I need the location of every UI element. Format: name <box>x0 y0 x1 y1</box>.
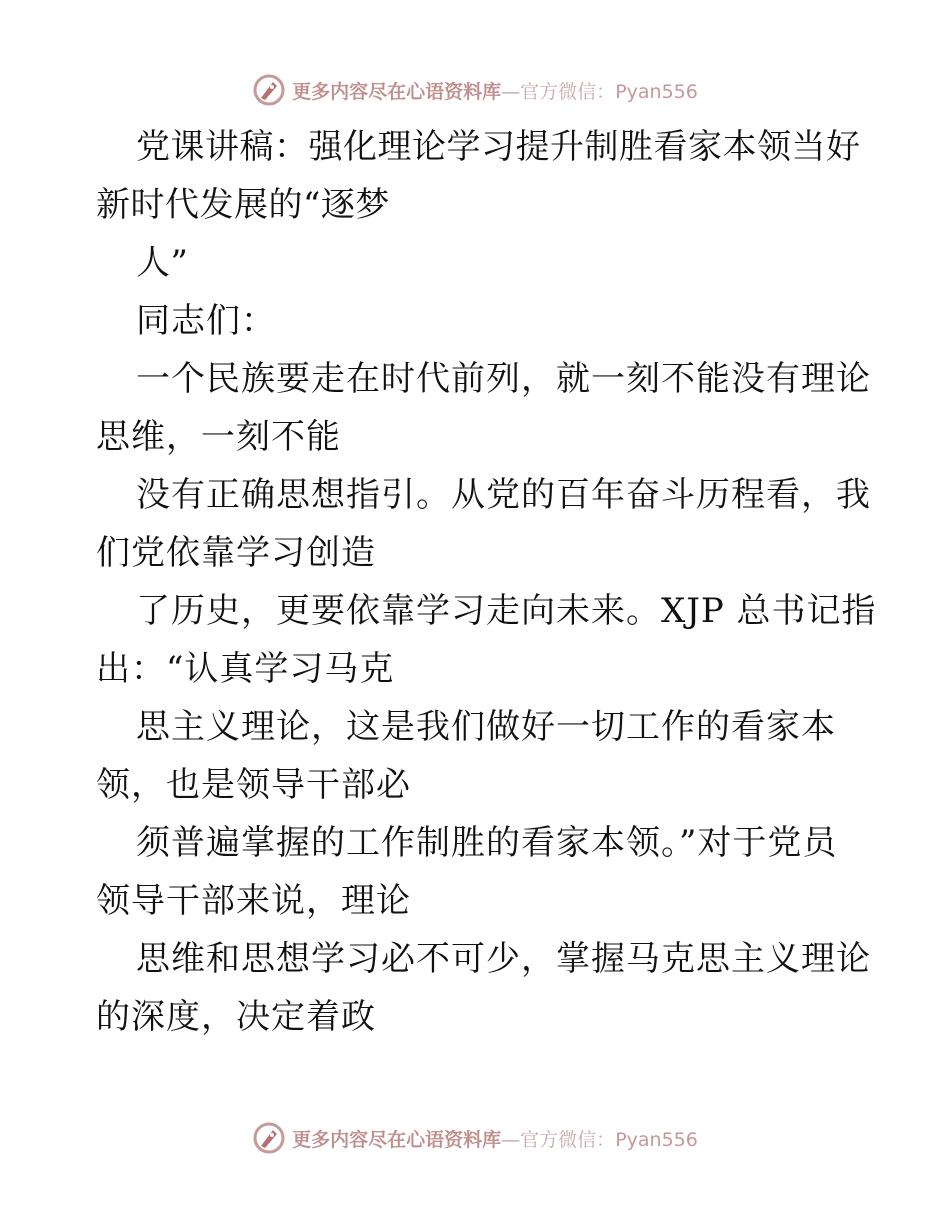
watermark-brand: 更多内容尽在心语资料库 <box>292 1128 502 1151</box>
pen-nib-logo-icon <box>252 1121 286 1155</box>
paragraph-line: 同志们： <box>136 301 276 341</box>
paragraph-line: 出：“认真学习马克 <box>96 649 395 689</box>
header-watermark <box>0 70 950 110</box>
watermark-text <box>292 1125 698 1152</box>
paragraph-line: 领导干部来说，理论 <box>96 881 411 921</box>
footer-watermark <box>0 1118 950 1158</box>
paragraph-line: 们党依靠学习创造 <box>96 533 376 573</box>
document-body <box>96 118 877 1046</box>
pen-nib-logo-icon <box>252 73 286 107</box>
watermark-text <box>292 77 698 104</box>
watermark-wechat-id: Pyan556 <box>615 80 698 103</box>
watermark-separator: — <box>501 80 521 103</box>
paragraph-line: 思维和思想学习必不可少，掌握马克思主义理论 <box>136 939 871 979</box>
paragraph-line: 须普遍掌握的工作制胜的看家本领。”对于党员 <box>136 823 838 863</box>
watermark-wechat-label: 官方微信： <box>520 1128 616 1151</box>
paragraph-line: 一个民族要走在时代前列，就一刻不能没有理论 <box>136 359 871 399</box>
paragraph-line: 了历史，更要依靠学习走向未来。XJP 总书记指 <box>136 591 877 631</box>
document-title-line: 人” <box>136 243 189 283</box>
watermark-brand: 更多内容尽在心语资料库 <box>292 80 502 103</box>
watermark-wechat-label: 官方微信： <box>520 80 616 103</box>
document-title-line: 新时代发展的“逐梦 <box>96 185 390 225</box>
document-title-line: 党课讲稿：强化理论学习提升制胜看家本领当好 <box>136 127 861 167</box>
paragraph-line: 的深度，决定着政 <box>96 997 376 1037</box>
paragraph-line: 领，也是领导干部必 <box>96 765 411 805</box>
paragraph-line: 没有正确思想指引。从党的百年奋斗历程看，我 <box>136 475 871 515</box>
watermark-wechat-id: Pyan556 <box>615 1128 698 1151</box>
paragraph-line: 思主义理论，这是我们做好一切工作的看家本 <box>136 707 836 747</box>
watermark-separator: — <box>501 1128 521 1151</box>
paragraph-line: 思维，一刻不能 <box>96 417 341 457</box>
